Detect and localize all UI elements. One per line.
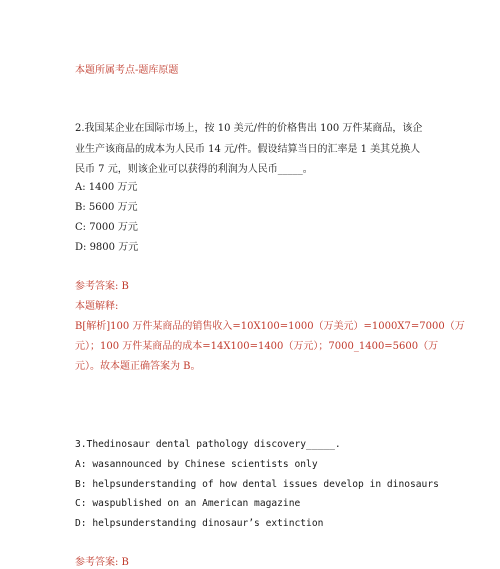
source-note: 本题所属考点-题库原题 [75, 65, 179, 76]
question-2-explanation-line-3: 元）。故本题正确答案为 B。 [75, 361, 201, 372]
question-2-line-3: 民币 7 元，则该企业可以获得的利润为人民币_____。 [75, 164, 313, 175]
question-2-option-a: A: 1400 万元 [75, 182, 138, 193]
question-2-answer: 参考答案: B [75, 281, 129, 292]
question-3-option-a: A: wasannounced by Chinese scientists only [75, 459, 318, 470]
question-3-option-c: C: waspublished on an American magazine [75, 498, 301, 509]
question-2-option-b: B: 5600 万元 [75, 202, 138, 213]
question-3-answer: 参考答案: B [75, 557, 129, 568]
question-3-text: 3.Thedinosaur dental pathology discovery_____. [75, 439, 341, 450]
question-2-explanation-title: 本题解释: [75, 301, 119, 312]
question-2-explanation-line-2: 元）；100 万件某商品的成本=14X100=1400（万元）；7000_1400=5600（万 [75, 341, 439, 352]
question-3-option-b: B: helpsunderstanding of how dental issues develop in dinosaurs [75, 479, 439, 490]
question-2-option-d: D: 9800 万元 [75, 242, 139, 253]
question-2-line-1: 2.我国某企业在国际市场上，按 10 美元/件的价格售出 100 万件某商品，该企 [75, 123, 423, 134]
question-2-line-2: 业生产该商品的成本为人民币 14 元/件。假设结算当日的汇率是 1 美其兑换人 [75, 144, 421, 155]
question-2-explanation-line-1: B[解析]100 万件某商品的销售收入=10X100=1000（万美元）=1000X7=7000（万 [75, 321, 465, 332]
question-3-option-d: D: helpsunderstanding dinosaur’s extinction [75, 518, 324, 529]
question-2-option-c: C: 7000 万元 [75, 222, 138, 233]
